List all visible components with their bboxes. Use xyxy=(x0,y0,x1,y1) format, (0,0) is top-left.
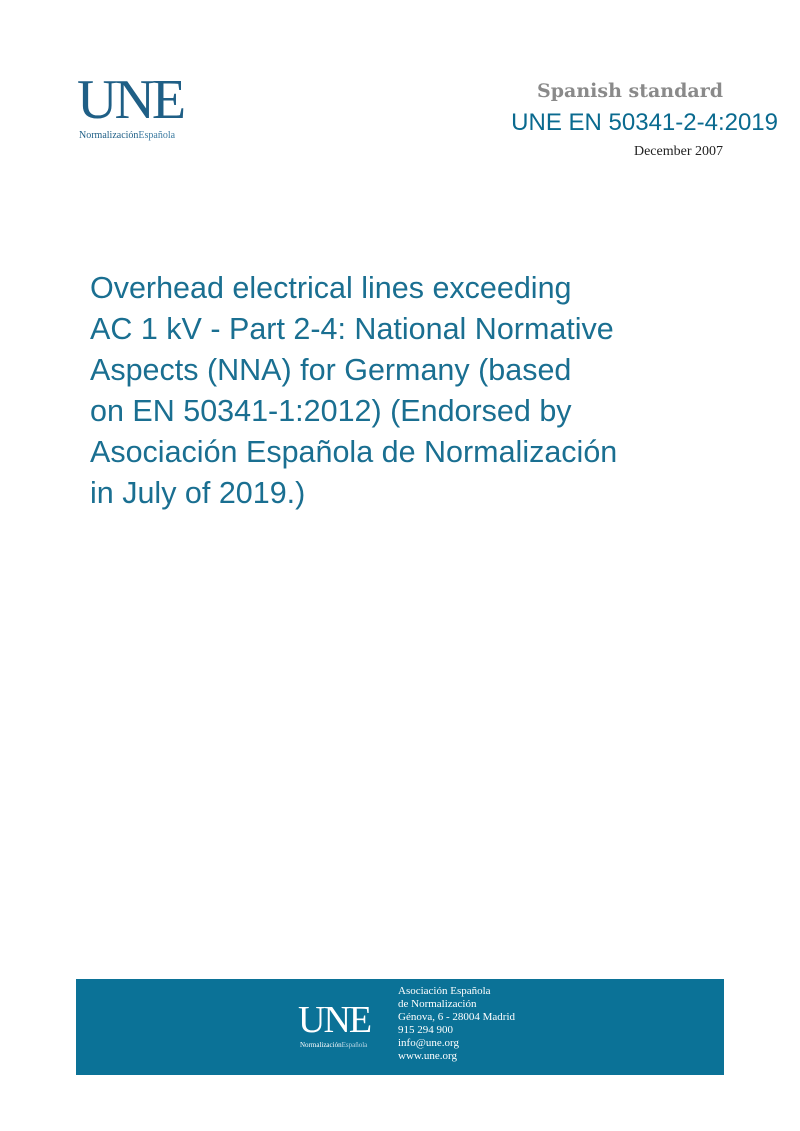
footer-logo-tagline-secondary: Española xyxy=(341,1041,368,1049)
footer-une-logo xyxy=(298,1001,388,1051)
logo-tagline-primary: Normalización xyxy=(79,130,139,141)
standard-code: UNE EN 50341-2-4:2019 xyxy=(511,109,778,136)
footer-band xyxy=(76,979,724,1075)
organization-website[interactable]: www.une.org xyxy=(398,1050,457,1062)
title-line: on EN 50341-1:2012) (Endorsed by xyxy=(90,394,572,428)
title-line: in July of 2019.) xyxy=(90,476,306,510)
title-line: Overhead electrical lines exceeding xyxy=(90,271,572,305)
logo-wordmark: UNE xyxy=(77,69,184,131)
logo-tagline xyxy=(79,130,175,142)
document-title xyxy=(90,268,670,514)
logo-tagline-secondary: Española xyxy=(138,130,176,141)
footer-logo-wordmark: UNE xyxy=(298,999,371,1041)
title-line: Aspects (NNA) for Germany (based xyxy=(90,353,572,387)
publication-date: December 2007 xyxy=(633,144,723,159)
footer-logo-tagline xyxy=(300,1041,367,1050)
organization-phone: 915 294 900 xyxy=(398,1024,453,1036)
title-line: Asociación Española de Normalización xyxy=(90,435,618,469)
organization-email[interactable]: info@une.org xyxy=(398,1037,459,1049)
organization-name-line1: Asociación Española xyxy=(398,985,491,997)
organization-name-line2: de Normalización xyxy=(398,998,477,1010)
une-logo xyxy=(77,69,207,144)
title-line: AC 1 kV - Part 2-4: National Normative xyxy=(90,312,614,346)
footer-logo-tagline-primary: Normalización xyxy=(300,1041,342,1049)
organization-address: Génova, 6 - 28004 Madrid xyxy=(398,1011,516,1023)
footer-contact-info xyxy=(398,985,515,1063)
standard-kind: Spanish standard xyxy=(537,80,723,102)
